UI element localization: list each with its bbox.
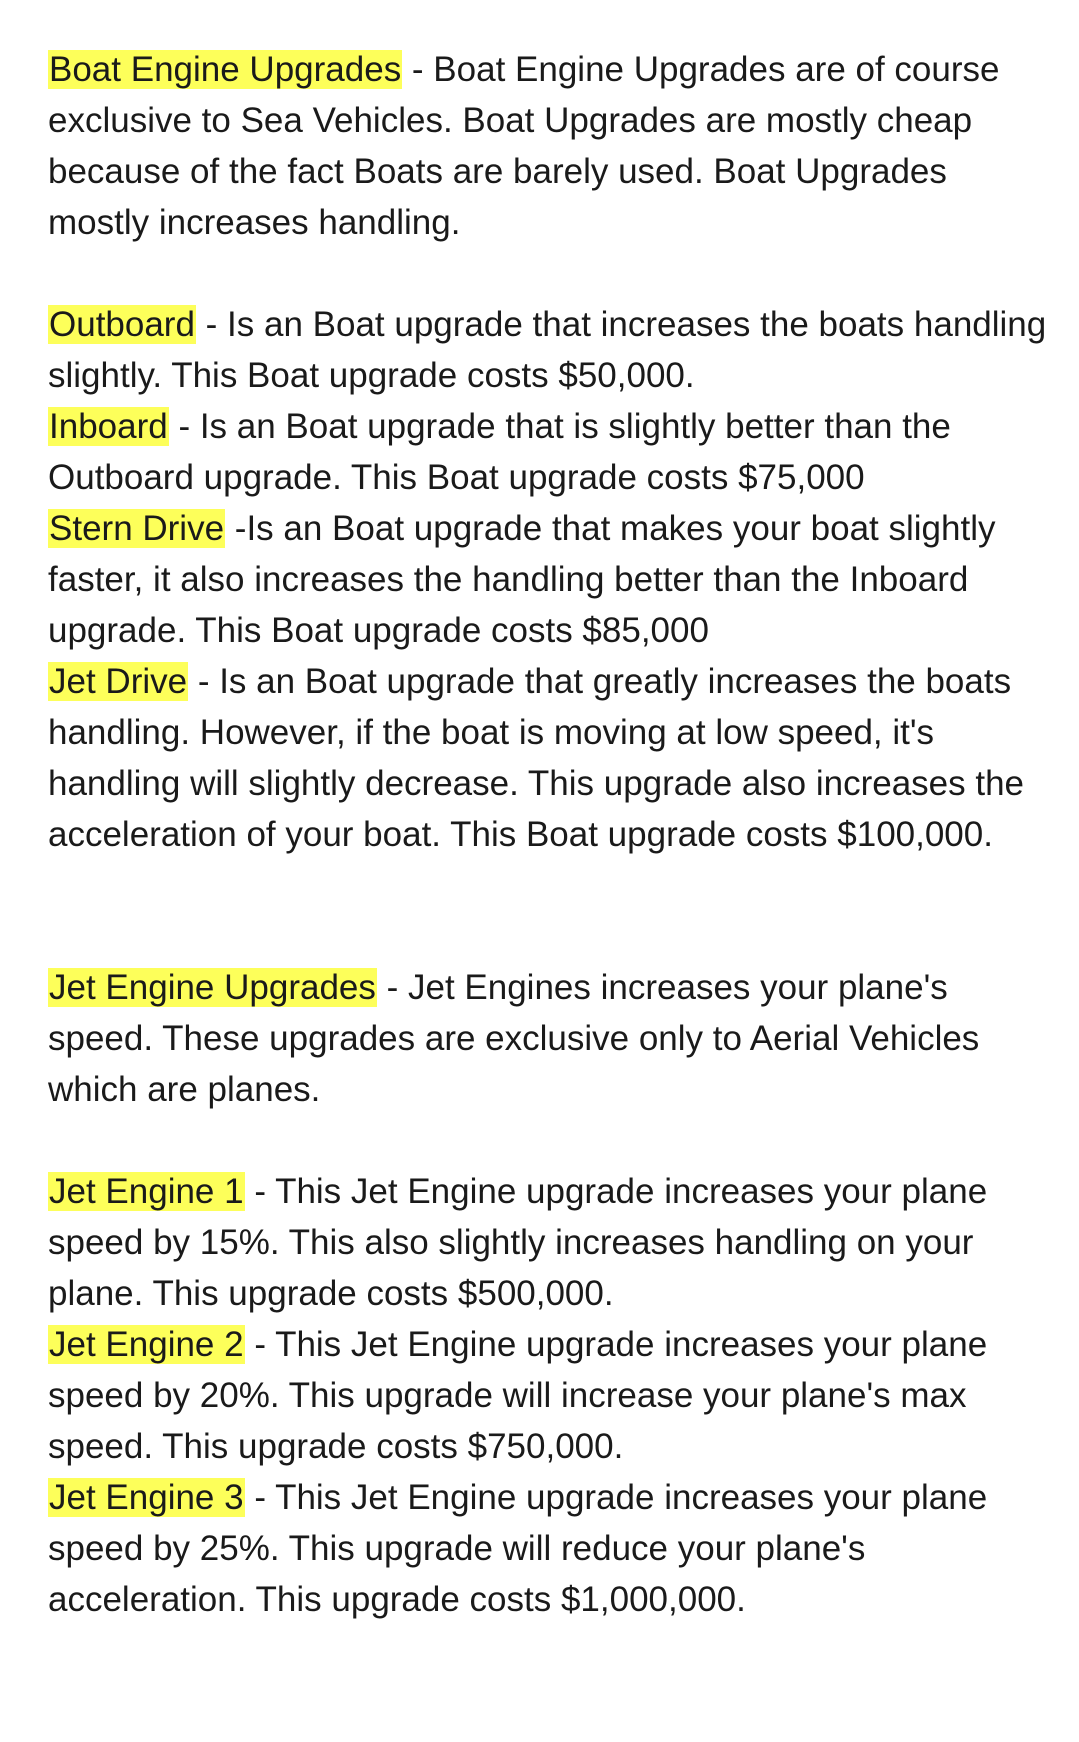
jet-intro-text: - Jet Engines increases your plane's speed. These upgrades are exclusive only to Aerial Vehicles which are planes. [48,968,980,1109]
term-description: - Is an Boat upgrade that increases the boats handling slightly. This Boat upgrade costs $50,000. [48,305,1047,395]
term-description: - This Jet Engine upgrade increases your plane speed by 20%. This upgrade will increase your plane's max speed. This upgrade costs $750,000. [48,1325,988,1466]
document-body [48,44,1048,1625]
boat-item-inboard [48,401,1048,503]
term-highlight: Stern Drive [49,509,225,548]
jet-heading-highlight: Jet Engine Upgrades [49,968,376,1007]
term-highlight: Outboard [49,305,195,344]
spacer [48,248,1048,299]
boat-item-jet-drive [48,656,1048,860]
spacer [48,860,1048,962]
term-highlight: Inboard [49,407,168,446]
term-description: - Is an Boat upgrade that greatly increases the boats handling. However, if the boat is moving at low speed, it's handling will slightly decrease. This upgrade also increases the acceleration of your boat. This Boat upgrade costs $100,000. [48,662,1025,854]
term-description: - This Jet Engine upgrade increases your plane speed by 25%. This upgrade will reduce your plane's acceleration. This upgrade costs $1,000,000. [48,1478,988,1619]
term-highlight: Jet Engine 3 [49,1478,244,1517]
boat-heading-highlight: Boat Engine Upgrades [49,50,402,89]
term-highlight: Jet Drive [49,662,188,701]
jet-intro-paragraph [48,962,1048,1115]
boat-intro-paragraph [48,44,1048,248]
term-highlight: Jet Engine 1 [49,1172,244,1211]
jet-item-engine-3 [48,1472,1048,1625]
boat-intro-text: - Boat Engine Upgrades are of course exclusive to Sea Vehicles. Boat Upgrades are mostly cheap because of the fact Boats are barely used. Boat Upgrades mostly increases handling. [48,50,1000,242]
term-description: - Is an Boat upgrade that is slightly better than the Outboard upgrade. This Boat upgrade costs $75,000 [48,407,951,497]
term-description: -Is an Boat upgrade that makes your boat slightly faster, it also increases the handling better than the Inboard upgrade. This Boat upgrade costs $85,000 [48,509,996,650]
jet-item-engine-1 [48,1166,1048,1319]
jet-item-engine-2 [48,1319,1048,1472]
boat-item-stern-drive [48,503,1048,656]
term-highlight: Jet Engine 2 [49,1325,244,1364]
spacer [48,1115,1048,1166]
term-description: - This Jet Engine upgrade increases your plane speed by 15%. This also slightly increases handling on your plane. This upgrade costs $500,000. [48,1172,988,1313]
boat-item-outboard [48,299,1048,401]
